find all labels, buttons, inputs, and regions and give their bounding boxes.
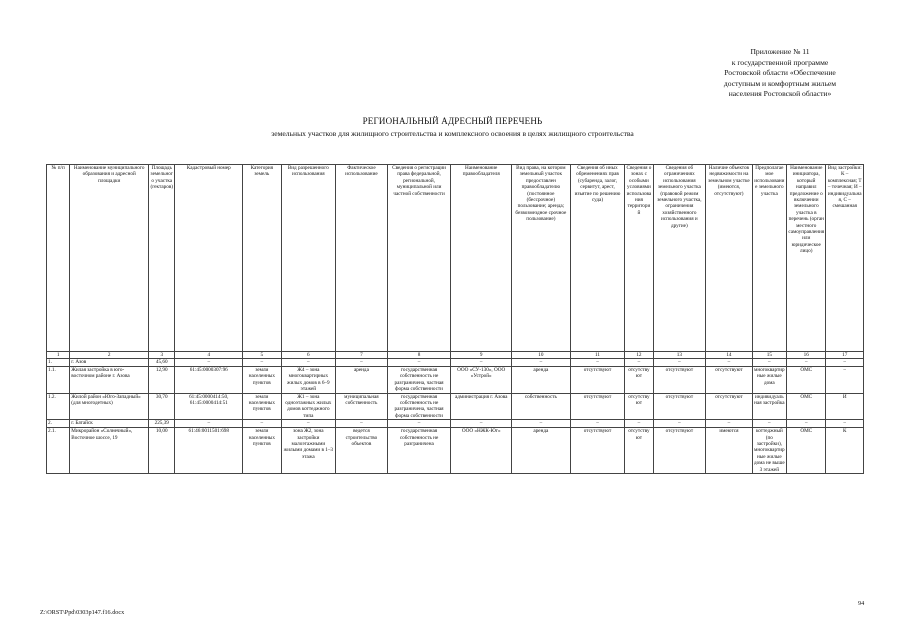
table-cell: земли населенных пунктов xyxy=(243,428,281,474)
table-cell: государственная собственность не разграничена, частная форма собственности xyxy=(387,367,451,394)
table-cell: отсутствуют xyxy=(653,367,706,394)
appendix-line: населения Ростовской области» xyxy=(728,89,832,98)
table-cell: – xyxy=(625,420,653,428)
table-cell: 45,60 xyxy=(149,359,175,367)
table-cell: – xyxy=(653,420,706,428)
table-cell: – xyxy=(281,359,336,367)
table-cell: отсутствуют xyxy=(570,428,625,474)
table-row xyxy=(47,367,864,394)
table-cell: – xyxy=(175,420,243,428)
table-cell: отсутствуют xyxy=(653,393,706,420)
table-cell: отсутствуют xyxy=(625,428,653,474)
table-cell: – xyxy=(826,359,864,367)
table-cell: отсутствуют xyxy=(625,367,653,394)
region-row xyxy=(47,359,864,367)
table-cell: – xyxy=(570,359,625,367)
column-number: 9 xyxy=(451,352,512,359)
column-number: 11 xyxy=(570,352,625,359)
table-cell: – xyxy=(512,420,571,428)
table-cell: 30,70 xyxy=(149,393,175,420)
appendix-line: доступным и комфортным жильем xyxy=(723,78,837,88)
table-cell: 61:45:0000414:50, 61:45:0000414:51 xyxy=(175,393,243,420)
table-cell: 2. xyxy=(47,420,70,428)
table-cell: собственность xyxy=(512,393,571,420)
table-cell: 1.1. xyxy=(47,367,70,394)
document-subtitle: земельных участков для жилищного строительства и комплексного освоения в целях жилищного строительства xyxy=(271,129,634,138)
column-number: 6 xyxy=(281,352,336,359)
table-cell: – xyxy=(451,420,512,428)
page-number: 94 xyxy=(858,600,865,607)
table-cell: имеются xyxy=(706,428,753,474)
column-header: Сведения об ограничениях использования земельного участка (правовой режим земельного участка, ограничения хозяйственного использования и другие) xyxy=(653,165,706,352)
table-cell: ООО «СУ-130», ООО «Устрой» xyxy=(451,367,512,394)
column-header: Фактическое использование xyxy=(336,165,388,352)
appendix-line: Приложение № 11 xyxy=(750,47,810,56)
table-cell: государственная собственность не разграничена, частная форма собственности xyxy=(387,393,451,420)
column-number: 7 xyxy=(336,352,388,359)
table-cell: ОМС xyxy=(787,428,826,474)
column-number: 2 xyxy=(70,352,149,359)
table-cell: – xyxy=(570,420,625,428)
table-cell: – xyxy=(512,359,571,367)
table-cell: государственная собственность не разграничена xyxy=(387,428,451,474)
table-cell: отсутствуют xyxy=(625,393,653,420)
table-cell: – xyxy=(243,359,281,367)
address-list-table xyxy=(46,164,864,474)
table-cell: Жилой район «Юго-Западный» (для многодетных) xyxy=(70,393,149,420)
table-cell: – xyxy=(752,420,786,428)
column-header: Сведения о регистрации права федеральной, региональной, муниципальной или частной собственности xyxy=(387,165,451,352)
column-header: Наименование правообладателя xyxy=(451,165,512,352)
table-cell: аренда xyxy=(512,428,571,474)
table-cell: – xyxy=(336,359,388,367)
table-cell: – xyxy=(706,420,753,428)
region-row xyxy=(47,420,864,428)
column-number: 3 xyxy=(149,352,175,359)
table-cell: – xyxy=(387,420,451,428)
table-cell: земли населенных пунктов xyxy=(243,393,281,420)
table-cell: отсутствуют xyxy=(570,367,625,394)
table-row xyxy=(47,428,864,474)
table-cell: отсутствуют xyxy=(706,393,753,420)
column-number: 17 xyxy=(826,352,864,359)
table-cell: – xyxy=(625,359,653,367)
column-header: Наличие объектов недвижимости на земельном участке (имеются, отсутствуют) xyxy=(706,165,753,352)
column-number: 8 xyxy=(387,352,451,359)
table-cell: 61:46:0011501:698 xyxy=(175,428,243,474)
column-header: № п/п xyxy=(47,165,70,352)
table-row xyxy=(47,393,864,420)
column-header: Сведения об иных обременениях прав (субаренда, залог, сервитут, арест, изъятие по решению суда) xyxy=(570,165,625,352)
table-cell: коттеджный (по застройки), многоквартирные жилые дома не выше 3 этажей xyxy=(754,428,785,473)
table-body xyxy=(47,359,864,474)
document-title: РЕГИОНАЛЬНЫЙ АДРЕСНЫЙ ПЕРЕЧЕНЬ xyxy=(362,116,543,126)
table-cell: аренда xyxy=(336,367,388,394)
table-cell: ОМС xyxy=(787,367,826,394)
table-cell: И xyxy=(826,393,864,420)
table-cell: – xyxy=(243,420,281,428)
table-cell: 2.1. xyxy=(47,428,70,474)
appendix-line: к государственной программе xyxy=(731,57,829,67)
table-cell: зона Ж2, зона застройки малоэтажными жилыми домами в 1–3 этажа xyxy=(281,428,336,474)
column-header: Вид права, на котором земельный участок предоставлен правообладателю (постоянное (бессрочное) пользование; аренда; безвозмездное срочное пользование) xyxy=(512,165,571,352)
table-cell: ОМС xyxy=(787,393,826,420)
table-cell: Ж1 – зона одноэтажных жилых домов коттеджного типа xyxy=(281,393,336,420)
table-cell: – xyxy=(787,420,826,428)
table-cell: – xyxy=(826,420,864,428)
table-cell: аренда xyxy=(512,367,571,394)
table-header-row xyxy=(47,165,864,352)
table-cell: 10,00 xyxy=(149,428,175,474)
table-cell: отсутствуют xyxy=(706,367,753,394)
table-cell: 61:45:0000307:96 xyxy=(175,367,243,394)
column-header: Категория земель xyxy=(243,165,281,352)
column-header: Сведения о зонах с особыми условиями использования территорий xyxy=(625,165,653,352)
column-header: Предполагаемое использование земельного участка xyxy=(752,165,786,352)
table-cell: – xyxy=(706,359,753,367)
table-cell: – xyxy=(653,359,706,367)
column-header: Вид застройки: К – комплексная; Т – точечная; И – индивидуальная, С – смешанная xyxy=(826,165,864,352)
table-cell: – xyxy=(787,359,826,367)
column-number: 5 xyxy=(243,352,281,359)
table-cell: – xyxy=(826,367,864,394)
file-path-footer: Z:\ORST\Ppd\0303p147.f16.docx xyxy=(40,609,125,616)
table-cell: 12,90 xyxy=(149,367,175,394)
table-cell: отсутствуют xyxy=(653,428,706,474)
table-cell: многоквартирные жилые дома xyxy=(752,367,786,394)
table-cell: Ж4 – зона многоквартирных жилых домов в 6–9 этажей xyxy=(281,367,336,394)
appendix-line: Ростовской области «Обеспечение xyxy=(724,68,836,77)
column-number: 16 xyxy=(787,352,826,359)
table-cell: ведется строительство объектов xyxy=(336,428,388,474)
table-cell: – xyxy=(387,359,451,367)
table-cell: земли населенных пунктов xyxy=(243,367,281,394)
column-header: Площадь земельного участка (гектаров) xyxy=(149,165,175,352)
column-header: Наименование муниципального образования и адресной площадки xyxy=(70,165,149,352)
table-cell: отсутствуют xyxy=(570,393,625,420)
column-number: 14 xyxy=(706,352,753,359)
table-cell: 225,39 xyxy=(149,420,175,428)
table-cell: – xyxy=(336,420,388,428)
table-cell: г. Батайск xyxy=(70,420,149,428)
table-cell: индивидуальная застройка xyxy=(752,393,786,420)
appendix-block xyxy=(680,47,880,100)
table-cell: 1.2. xyxy=(47,393,70,420)
table-cell: администрация г. Азова xyxy=(451,393,512,420)
column-number: 4 xyxy=(175,352,243,359)
table-cell: – xyxy=(451,359,512,367)
column-number: 10 xyxy=(512,352,571,359)
table-cell: К xyxy=(826,428,864,474)
column-number: 13 xyxy=(653,352,706,359)
column-header: Кадастровый номер xyxy=(175,165,243,352)
table-cell: – xyxy=(175,359,243,367)
address-list-table-wrap xyxy=(46,164,864,474)
table-cell: – xyxy=(752,359,786,367)
table-cell: муниципальная собственность xyxy=(336,393,388,420)
column-number: 12 xyxy=(625,352,653,359)
column-number: 1 xyxy=(47,352,70,359)
column-header: Наименование инициатора, который направил предложение о включении земельного участка в перечень (орган местного самоуправления или юридическое лицо) xyxy=(787,165,826,352)
column-header: Вид разрешенного использования xyxy=(281,165,336,352)
table-cell: г. Азов xyxy=(70,359,149,367)
table-cell: 1. xyxy=(47,359,70,367)
table-cell: Микрорайон «Солнечный», Восточное шоссе, 19 xyxy=(70,428,149,474)
table-cell: ООО «НЖК-Юг» xyxy=(451,428,512,474)
column-number-row xyxy=(47,352,864,359)
column-number: 15 xyxy=(752,352,786,359)
table-cell: Жилая застройка в юго-восточном районе г. Азова xyxy=(70,367,149,394)
table-cell: – xyxy=(281,420,336,428)
